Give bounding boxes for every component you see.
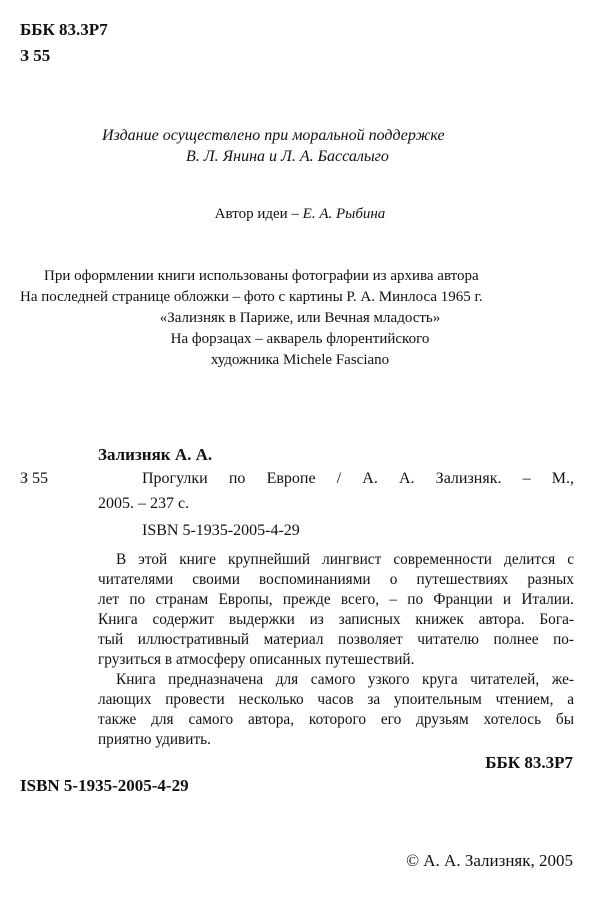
- annotation-line: лет по странам Европы, прежде всего, – по Франции и Италии.: [98, 591, 574, 608]
- footer-bbk: ББК 83.3Р7: [485, 753, 573, 772]
- annotation-line: тый иллюстративный материал позволяет читателю полнее по-: [98, 631, 574, 648]
- support-line-2: В. Л. Янина и Л. А. Бассалыго: [186, 148, 389, 165]
- support-line-1: Издание осуществлено при моральной поддержке: [102, 127, 445, 144]
- photo-credit-line-1: При оформлении книги использованы фотографии из архива автора: [44, 268, 479, 284]
- author-sign-code: З 55: [20, 46, 51, 65]
- catalog-title-line-1: Прогулки по Европе / А. А. Зализняк. – М.,: [142, 470, 574, 487]
- annotation-line: также для самого автора, которого его друзьям хотелось бы: [98, 711, 574, 728]
- annotation-line: лающих провести несколько часов за упоительным чтением, а: [98, 691, 574, 708]
- annotation-line: В этой книге крупнейший лингвист современности делится с: [116, 551, 574, 568]
- annotation-line: приятно удивить.: [98, 731, 211, 748]
- photo-credit-line-3: «Зализняк в Париже, или Вечная младость»: [159, 310, 441, 326]
- annotation-paragraph-2: [98, 670, 574, 750]
- annotation-line: Книга предназначена для самого узкого круга читателей, же-: [116, 671, 574, 688]
- catalog-code: З 55: [20, 470, 49, 487]
- idea-label: Автор идеи –: [214, 206, 303, 222]
- photo-credit-line-4: На форзацах – акварель флорентийского: [170, 331, 430, 347]
- footer-isbn: ISBN 5-1935-2005-4-29: [20, 776, 189, 795]
- catalog-isbn: ISBN 5-1935-2005-4-29: [142, 522, 300, 539]
- idea-name: Е. А. Рыбина: [302, 206, 386, 222]
- bbk-code: ББК 83.3Р7: [20, 20, 108, 39]
- catalog-author: Зализняк А. А.: [98, 445, 213, 464]
- annotation-line: грузиться в атмосферу описанных путешествий.: [98, 651, 415, 668]
- copyright: © А. А. Зализняк, 2005: [406, 851, 573, 870]
- idea-author: [0, 206, 600, 223]
- photo-credit-line-2: На последней странице обложки – фото с картины Р. А. Минлоса 1965 г.: [20, 289, 483, 305]
- annotation-line: Книга содержит выдержки из записных книжек автора. Бога-: [98, 611, 574, 628]
- photo-credit-line-5: художника Michele Fasciano: [210, 352, 390, 368]
- annotation-line: читателями своими воспоминаниями о путешествиях разных: [98, 571, 574, 588]
- annotation-paragraph-1: [98, 550, 574, 670]
- catalog-title-line-2: 2005. – 237 с.: [98, 495, 190, 512]
